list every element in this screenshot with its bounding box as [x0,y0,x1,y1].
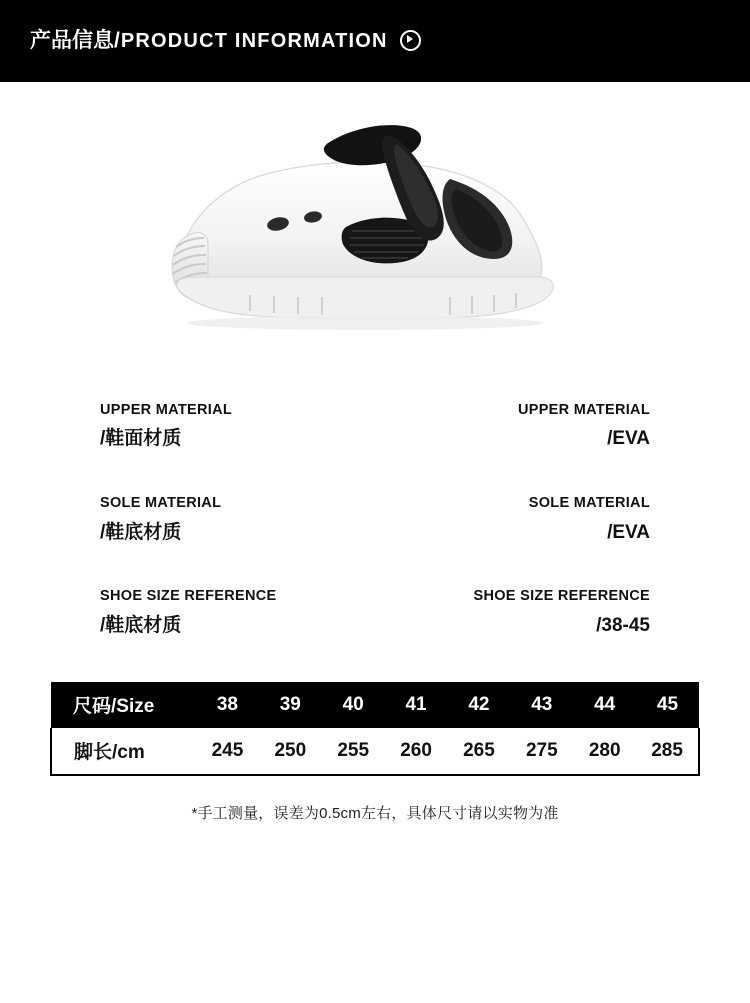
spec-row [100,495,650,544]
size-cell: 41 [405,693,427,715]
foot-length-cell: 280 [588,739,621,761]
foot-length-cell: 250 [274,739,307,761]
size-cell: 45 [656,693,679,715]
size-table [50,682,700,776]
spec-value: /EVA [607,521,650,543]
spec-label-cn: /鞋底材质 [100,614,182,636]
spec-col-left [100,495,221,544]
header-title-group [30,30,421,51]
measurement-note: *手工测量，误差为0.5cm左右，具体尺寸请以实物为准 [191,804,559,822]
foot-length-cell: 255 [337,739,370,761]
spec-col-right [529,495,650,544]
header-title-cn: 产品信息 [30,29,114,52]
foot-length-cell: 275 [525,739,558,761]
size-cell: 40 [342,693,364,715]
spec-value-en: SOLE MATERIAL [528,495,650,512]
foot-length-cell: 260 [400,739,432,761]
product-photo [150,107,600,357]
size-cell: 39 [279,693,301,715]
size-cell: 38 [216,693,238,715]
size-cell: 44 [594,693,616,715]
row-label-foot-length: 脚长/cm [74,742,145,764]
spec-list [0,402,750,638]
spec-label-en: SHOE SIZE REFERENCE [100,588,277,605]
spec-label-en: SOLE MATERIAL [100,495,222,512]
header-bar [0,0,750,82]
row-label-size: 尺码/Size [73,696,155,718]
spec-label-en: UPPER MATERIAL [100,402,233,418]
foot-length-cell: 245 [211,739,244,761]
header-title-en: PRODUCT INFORMATION [120,29,388,52]
spec-value: /38-45 [596,614,650,636]
spec-row [100,588,650,637]
foot-length-cell: 265 [463,739,495,761]
header-title-separator: / [114,29,120,52]
table-row-sizes [51,682,699,728]
spec-value-en: SHOE SIZE REFERENCE [473,588,650,605]
spec-value: /EVA [607,428,650,450]
spec-col-right [473,588,650,637]
spec-label-cn: /鞋底材质 [100,521,182,543]
foot-length-cell: 285 [651,739,683,761]
spec-value-en: UPPER MATERIAL [517,402,650,418]
play-circle-icon [400,30,421,51]
spec-col-left [100,588,277,637]
product-image-area [0,82,750,382]
spec-col-right [518,402,650,451]
size-chart [50,682,700,823]
spec-row [100,402,650,451]
spec-label-cn: /鞋面材质 [100,428,182,450]
spec-col-left [100,402,232,451]
size-cell: 43 [531,693,553,715]
size-cell: 42 [468,693,490,715]
table-row-foot-length [51,728,699,775]
